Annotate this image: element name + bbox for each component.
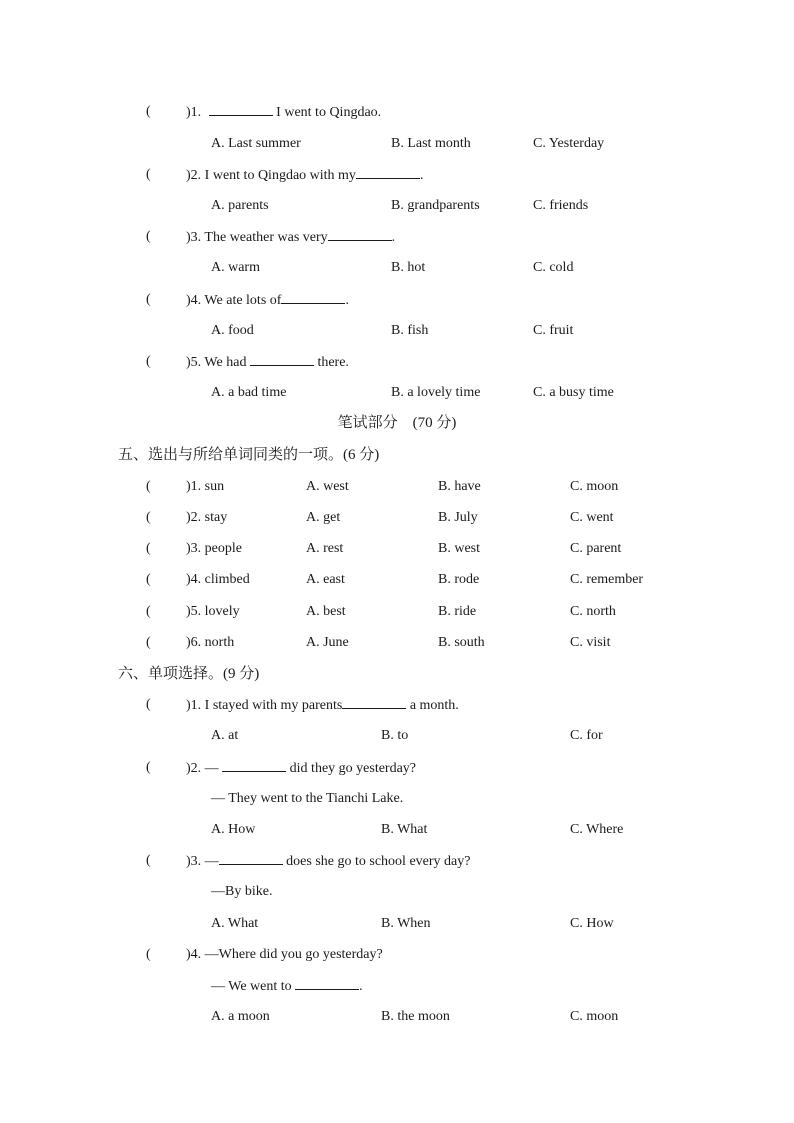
option-c[interactable]: C. Yesterday <box>533 136 605 151</box>
answer-paren[interactable]: ( <box>146 572 151 587</box>
section6-title: 六、单项选择。(9 分) <box>118 666 260 682</box>
fill-blank[interactable] <box>222 758 286 772</box>
option-c[interactable]: C. for <box>570 728 603 743</box>
answer-paren[interactable]: ( <box>146 292 151 307</box>
section5-row-5 <box>0 602 794 622</box>
answer-paren[interactable]: ( <box>146 479 151 494</box>
section6-options-4 <box>0 1007 794 1027</box>
question-word: )1. sun <box>186 479 225 494</box>
question-text-end: did they go yesterday? <box>286 761 417 776</box>
option-b[interactable]: B. fish <box>391 323 429 338</box>
option-b[interactable]: B. grandparents <box>391 198 480 213</box>
section5-row-1 <box>0 477 794 497</box>
listening-question-2 <box>0 165 794 185</box>
answer-paren[interactable]: ( <box>146 635 151 650</box>
option-c[interactable]: C. fruit <box>533 323 574 338</box>
option-b[interactable]: B. the moon <box>381 1009 450 1024</box>
question-word: )3. people <box>186 541 242 556</box>
listening-options-2 <box>0 196 794 216</box>
fill-blank[interactable] <box>328 227 392 241</box>
answer-paren[interactable]: ( <box>146 541 151 556</box>
question-text-end: there. <box>313 355 349 370</box>
listening-options-4 <box>0 321 794 341</box>
option-c[interactable]: C. cold <box>533 260 574 275</box>
section5-row-4 <box>0 570 794 590</box>
fill-blank[interactable] <box>295 976 359 990</box>
option-b[interactable]: B. rode <box>438 572 480 587</box>
option-a[interactable]: A. food <box>211 323 254 338</box>
section6-options-3 <box>0 914 794 934</box>
listening-options-5 <box>0 383 794 403</box>
question-number: )5. <box>186 355 202 370</box>
question-number: )2. <box>186 168 202 183</box>
question-word: )4. climbed <box>186 572 250 587</box>
option-c[interactable]: C. remember <box>570 572 644 587</box>
question-number: )3. <box>186 230 202 245</box>
question-number: )4. <box>186 947 202 962</box>
dialogue-reply: — They went to the Tianchi Lake. <box>211 791 404 806</box>
question-text: The weather was very <box>204 230 328 245</box>
fill-blank[interactable] <box>342 695 406 709</box>
option-b[interactable]: B. July <box>438 510 478 525</box>
option-b[interactable]: B. to <box>381 728 409 743</box>
question-text-end: does she go to school every day? <box>282 854 471 869</box>
question-text: I went to Qingdao. <box>272 105 382 120</box>
option-a[interactable]: A. at <box>211 728 239 743</box>
listening-question-1 <box>0 102 794 122</box>
question-text: — <box>204 854 219 869</box>
question-text: —Where did you go yesterday? <box>204 947 383 962</box>
listening-question-4 <box>0 290 794 310</box>
option-c[interactable]: C. friends <box>533 198 589 213</box>
section6-options-2 <box>0 820 794 840</box>
question-number: )4. <box>186 293 202 308</box>
option-b[interactable]: B. ride <box>438 604 477 619</box>
listening-question-3 <box>0 227 794 247</box>
option-a[interactable]: A. parents <box>211 198 269 213</box>
option-b[interactable]: B. hot <box>391 260 426 275</box>
answer-paren[interactable]: ( <box>146 947 151 962</box>
question-text: I went to Qingdao with my <box>204 168 356 183</box>
fill-blank[interactable] <box>281 290 345 304</box>
fill-blank[interactable] <box>219 851 283 865</box>
question-number: )2. <box>186 761 202 776</box>
section6-answer-2 <box>0 789 794 809</box>
fill-blank[interactable] <box>209 102 273 116</box>
option-a[interactable]: A. east <box>306 572 345 587</box>
question-text: — <box>204 761 223 776</box>
section5-row-2 <box>0 508 794 528</box>
question-number: )1. <box>186 105 202 120</box>
option-c[interactable]: C. a busy time <box>533 385 614 400</box>
question-text: I stayed with my parents <box>204 698 343 713</box>
option-c[interactable]: C. north <box>570 604 616 619</box>
question-word: )5. lovely <box>186 604 240 619</box>
option-a[interactable]: A. Last summer <box>211 136 301 151</box>
option-c[interactable]: C. went <box>570 510 614 525</box>
answer-paren[interactable]: ( <box>146 104 151 119</box>
answer-paren[interactable]: ( <box>146 229 151 244</box>
option-a[interactable]: A. get <box>306 510 341 525</box>
dialogue-reply: —By bike. <box>211 884 273 899</box>
section6-question-3 <box>0 851 794 871</box>
written-section-header: 笔试部分 (70 分) <box>337 415 457 431</box>
option-a[interactable]: A. rest <box>306 541 344 556</box>
section5-row-3 <box>0 539 794 559</box>
listening-options-1 <box>0 134 794 154</box>
option-c[interactable]: C. moon <box>570 1009 619 1024</box>
section6-answer-3 <box>0 882 794 902</box>
option-a[interactable]: A. a moon <box>211 1009 270 1024</box>
section5-row-6 <box>0 633 794 653</box>
question-text-end: a month. <box>406 698 459 713</box>
section6-options-1 <box>0 726 794 746</box>
section6-question-1 <box>0 695 794 715</box>
fill-blank[interactable] <box>356 165 420 179</box>
option-a[interactable]: A. How <box>211 822 256 837</box>
option-c[interactable]: C. Where <box>570 822 624 837</box>
answer-paren[interactable]: ( <box>146 510 151 525</box>
question-text-end: . <box>345 293 349 308</box>
listening-options-3 <box>0 258 794 278</box>
listening-question-5 <box>0 352 794 372</box>
answer-paren[interactable]: ( <box>146 354 151 369</box>
option-b[interactable]: B. Last month <box>391 136 471 151</box>
option-a[interactable]: A. best <box>306 604 346 619</box>
question-number: )3. <box>186 854 202 869</box>
answer-paren[interactable]: ( <box>146 604 151 619</box>
answer-paren[interactable]: ( <box>146 167 151 182</box>
option-a[interactable]: A. west <box>306 479 349 494</box>
answer-paren[interactable]: ( <box>146 853 151 868</box>
option-c[interactable]: C. parent <box>570 541 622 556</box>
question-word: )2. stay <box>186 510 228 525</box>
option-b[interactable]: B. west <box>438 541 480 556</box>
question-number: )1. <box>186 698 202 713</box>
question-word: )6. north <box>186 635 235 650</box>
option-a[interactable]: A. June <box>306 635 349 650</box>
option-b[interactable]: B. When <box>381 916 431 931</box>
option-b[interactable]: B. What <box>381 822 428 837</box>
option-a[interactable]: A. a bad time <box>211 385 287 400</box>
question-text-end: . <box>391 230 396 245</box>
option-a[interactable]: A. What <box>211 916 259 931</box>
option-b[interactable]: B. have <box>438 479 481 494</box>
option-c[interactable]: C. visit <box>570 635 611 650</box>
section6-question-4 <box>0 945 794 965</box>
option-b[interactable]: B. south <box>438 635 485 650</box>
option-b[interactable]: B. a lovely time <box>391 385 481 400</box>
option-c[interactable]: C. moon <box>570 479 619 494</box>
question-text-end: . <box>419 168 424 183</box>
section5-title: 五、选出与所给单词同类的一项。(6 分) <box>118 447 380 463</box>
dialogue-reply: — We went to <box>211 979 296 994</box>
option-c[interactable]: C. How <box>570 916 614 931</box>
fill-blank[interactable] <box>250 352 314 366</box>
section6-answer-4 <box>0 976 794 996</box>
question-text: We ate lots of <box>204 293 282 308</box>
answer-paren[interactable]: ( <box>146 697 151 712</box>
dialogue-reply-end: . <box>359 979 363 994</box>
answer-paren[interactable]: ( <box>146 760 151 775</box>
option-a[interactable]: A. warm <box>211 260 260 275</box>
question-text: We had <box>204 355 250 370</box>
section6-question-2 <box>0 758 794 778</box>
